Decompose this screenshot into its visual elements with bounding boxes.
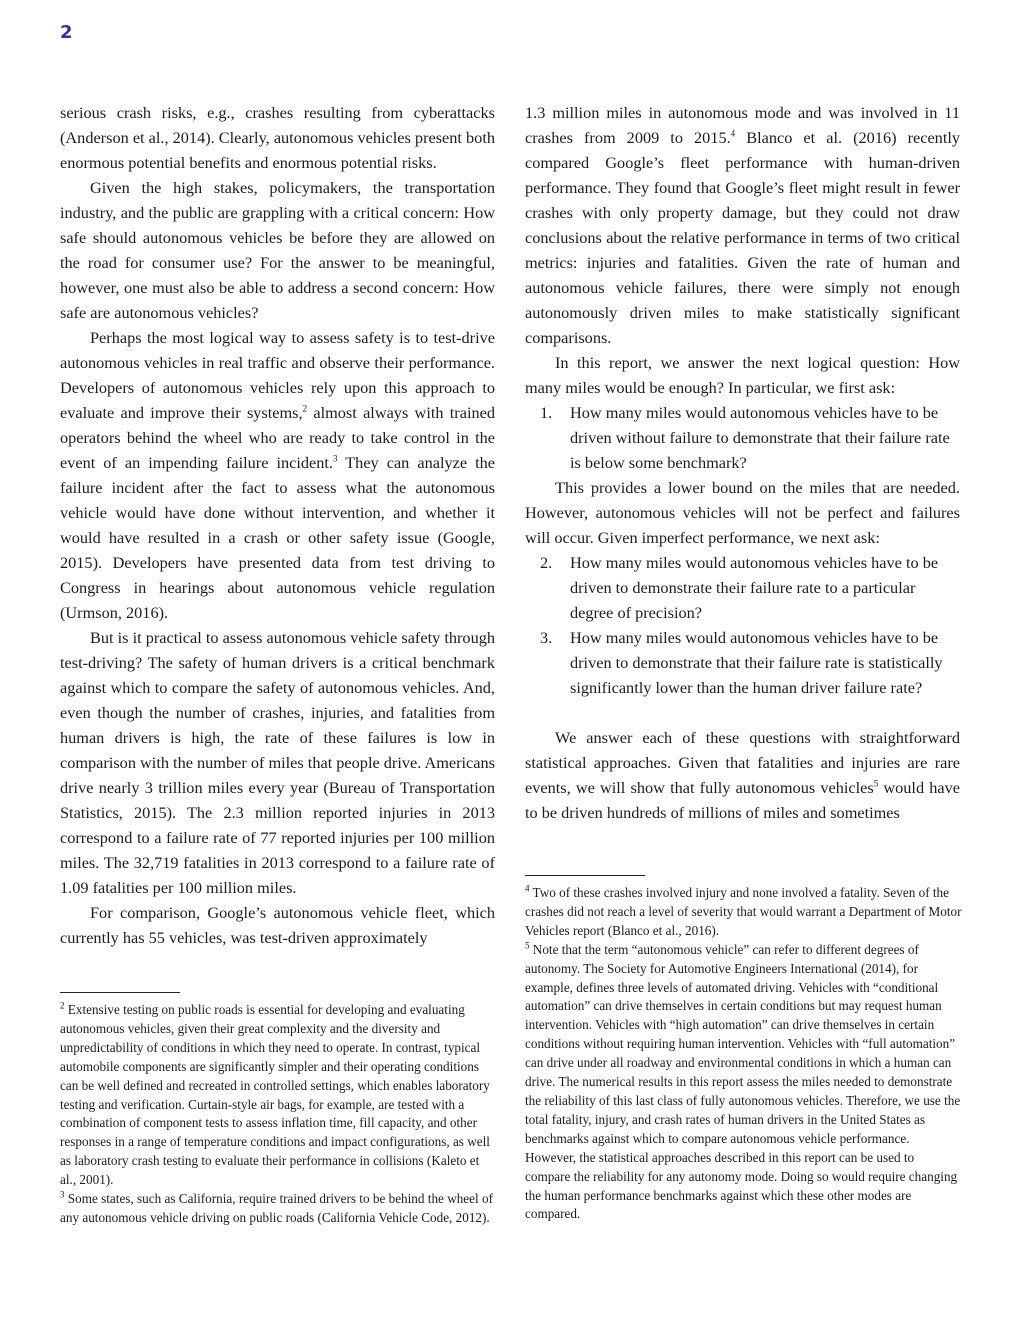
list-item xyxy=(525,550,960,625)
paragraph-text: They can analyze the failure incident after the fact to assess what the autonomous vehicle would have done without intervention, and whether it would have resulted in a crash or other safety issue (Google, 2015). Developers have presented data from test driving to Congress in hearings about autonomous vehicle regulation (Urmson, 2016). xyxy=(60,453,495,622)
footnote-text: Two of these crashes involved injury and none involved a fatality. Seven of the crashes did not reach a level of severity that would warrant a Department of Motor Vehicles report (Blanco et al., 2016). xyxy=(525,885,962,938)
paragraph: For comparison, Google’s autonomous vehicle fleet, which currently has 55 vehicles, was test-driven approximately xyxy=(60,903,495,947)
paragraph-text: 1.3 million miles in autonomous mode and was involved in 11 crashes from 2009 to 2015. xyxy=(525,103,960,147)
footnote-ref: 3 xyxy=(333,453,338,464)
paragraph: Given the high stakes, policymakers, the transportation industry, and the public are grappling with a critical concern: How safe should autonomous vehicles be before they are allowed on the road for consumer use? For the answer to be meaningful, however, one must also be able to address a second concern: How safe are autonomous vehicles? xyxy=(60,178,495,322)
list-item xyxy=(525,625,960,700)
footnote-number: 5 xyxy=(525,940,530,951)
footnote-divider xyxy=(525,875,645,876)
paragraph-text: We answer each of these questions with straightforward statistical approaches. Given that fatalities and injuries are rare events, we will show that fully autonomous vehicles xyxy=(525,728,960,797)
paragraph-text: Blanco et al. (2016) recently compared Google’s fleet performance with human-driven performance. They found that Google’s fleet might result in fewer crashes with only property damage, but they could not draw conclusions about the relative performance in terms of two critical metrics: injuries and fatalities. Given the rate of human and autonomous vehicle failures, there were simply not enough autonomously driven miles to make statistically significant comparisons. xyxy=(525,128,961,347)
footnote-ref: 2 xyxy=(302,403,308,414)
footnote xyxy=(525,941,962,1225)
footnote-divider xyxy=(60,992,180,993)
paragraph-text: almost always with trained operators behind the wheel who are ready to take control in the event of an impending failure incident. xyxy=(60,403,495,472)
right-column xyxy=(525,100,960,825)
question-list xyxy=(525,550,960,700)
paragraph: serious crash risks, e.g., crashes resulting from cyberattacks (Anderson et al., 2014). Clearly, autonomous vehicles present both enormous potential benefits and enormous potential risks. xyxy=(60,103,495,172)
list-number: 1. xyxy=(540,403,553,422)
footnote-text: Some states, such as California, require trained drivers to be behind the wheel of any autonomous vehicle driving on public roads (California Vehicle Code, 2012). xyxy=(60,1191,493,1225)
footnote xyxy=(525,884,962,941)
left-column xyxy=(60,100,495,950)
paragraph-text: would have to be driven hundreds of millions of miles and sometimes xyxy=(525,778,960,822)
footnote-ref: 4 xyxy=(730,128,736,139)
page-number: 2 xyxy=(60,22,73,43)
paragraph xyxy=(525,725,960,825)
footnote-number: 2 xyxy=(60,1000,65,1011)
footnote-number: 4 xyxy=(525,883,530,894)
paragraph: This provides a lower bound on the miles that are needed. However, autonomous vehicles will not be perfect and failures will occur. Given imperfect performance, we next ask: xyxy=(525,478,960,547)
list-item-text: How many miles would autonomous vehicles have to be driven to demonstrate that their failure rate is statistically significantly lower than the human driver failure rate? xyxy=(570,628,943,697)
footnote-number: 3 xyxy=(60,1189,65,1200)
list-number: 2. xyxy=(540,553,553,572)
footnote-text: Extensive testing on public roads is essential for developing and evaluating autonomous vehicles, given their great complexity and the diversity and unpredictability of conditions in which they need to operate. In contrast, typical automobile components are significantly simpler and their operating conditions can be well defined and recreated in controlled settings, which enables laboratory testing and verification. Curtain-style air bags, for example, are tested with a combination of component tests to assess inflation time, fill capacity, and other responses in a range of temperature conditions and impact configurations, as well as laboratory crash testing to evaluate their performance in collisions (Kaleto et al., 2001). xyxy=(60,1002,490,1188)
footnotes-right xyxy=(525,875,962,1224)
paragraph-text: Perhaps the most logical way to assess safety is to test-drive autonomous vehicles in real traffic and observe their performance. Developers of autonomous vehicles rely upon this approach to evaluate and improve their systems, xyxy=(60,328,495,422)
paragraph xyxy=(60,325,495,625)
paragraph xyxy=(525,100,960,350)
question-list xyxy=(525,400,960,475)
footnote xyxy=(60,1190,497,1228)
paragraph: But is it practical to assess autonomous vehicle safety through test-driving? The safety of human drivers is a critical benchmark against which to compare the safety of autonomous vehicles. And, even though the number of crashes, injuries, and fatalities from human drivers is high, the rate of these failures is low in comparison with the number of miles that people drive. Americans drive nearly 3 trillion miles every year (Bureau of Transportation Statistics, 2015). The 2.3 million reported injuries in 2013 correspond to a failure rate of 77 reported injuries per 100 million miles. The 32,719 fatalities in 2013 correspond to a failure rate of 1.09 fatalities per 100 million miles. xyxy=(60,628,495,897)
list-item-text: How many miles would autonomous vehicles have to be driven without failure to demonstrate that their failure rate is below some benchmark? xyxy=(570,403,950,472)
footnote-ref: 5 xyxy=(873,778,879,789)
paragraph: In this report, we answer the next logical question: How many miles would be enough? In particular, we first ask: xyxy=(525,353,960,397)
list-number: 3. xyxy=(540,628,553,647)
footnote xyxy=(60,1001,497,1190)
list-item xyxy=(525,400,960,475)
spacer xyxy=(525,700,960,725)
list-item-text: How many miles would autonomous vehicles have to be driven to demonstrate their failure rate to a particular degree of precision? xyxy=(570,553,939,622)
footnotes-left xyxy=(60,992,497,1228)
footnote-text: Note that the term “autonomous vehicle” can refer to different degrees of autonomy. The Society for Automotive Engineers International (2014), for example, defines three levels of automated driving. Vehicles with “conditional automation” can drive themselves in certain conditions but may request human intervention. Vehicles with “high automation” can drive themselves in certain conditions without requiring human intervention. Vehicles with “full automation” can drive under all roadway and environmental conditions in which a human can drive. The numerical results in this report assess the miles needed to demonstrate the reliability of this last class of fully autonomous vehicles. Therefore, we use the total fatality, injury, and crash rates of human drivers in the United States as benchmarks against which to compare autonomous vehicle performance. However, the statistical approaches described in this report can be used to compare the reliability for any autonomy mode. Doing so would require changing the human performance benchmarks against which these other modes are compared. xyxy=(525,941,961,1222)
